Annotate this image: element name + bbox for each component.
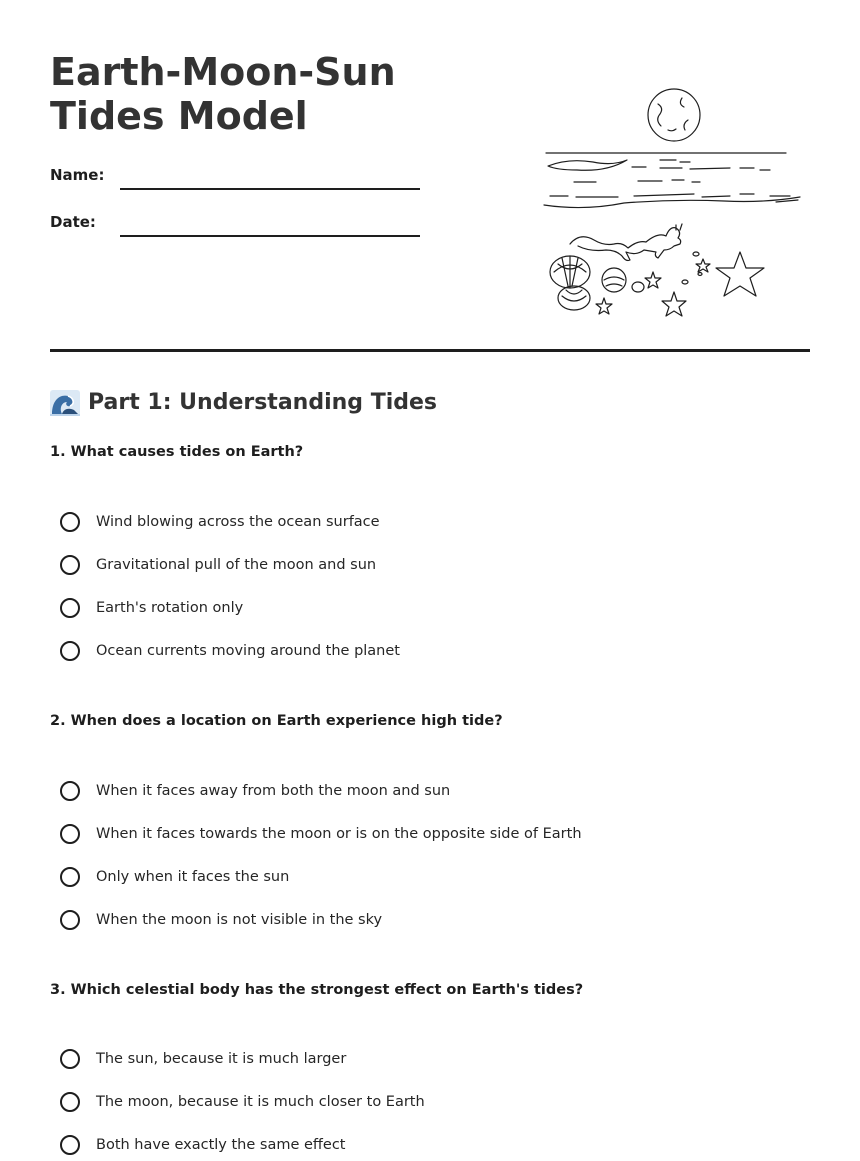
q1-option-1[interactable]: [60, 509, 380, 535]
option-label: Only when it faces the sun: [96, 869, 290, 885]
q3-option-1[interactable]: [60, 1046, 346, 1072]
name-field[interactable]: [50, 160, 430, 190]
radio-button[interactable]: [60, 867, 80, 887]
radio-button[interactable]: [60, 781, 80, 801]
q2-option-4[interactable]: [60, 907, 382, 933]
radio-button[interactable]: [60, 555, 80, 575]
question-3: 3. Which celestial body has the strongest effect on Earth's tides?: [50, 982, 584, 998]
option-label: When it faces away from both the moon and sun: [96, 783, 451, 799]
q3-option-3[interactable]: [60, 1132, 346, 1158]
q2-option-1[interactable]: [60, 778, 450, 804]
q1-option-4[interactable]: [60, 638, 400, 664]
question-2: 2. When does a location on Earth experience high tide?: [50, 713, 503, 729]
option-label: Earth's rotation only: [96, 600, 244, 616]
section-heading-text: Part 1: Understanding Tides: [88, 390, 438, 415]
beach-scene-icon: [540, 84, 804, 322]
radio-button[interactable]: [60, 1049, 80, 1069]
option-label: Both have exactly the same effect: [96, 1137, 346, 1153]
q2-option-3[interactable]: [60, 864, 289, 890]
option-label: Wind blowing across the ocean surface: [96, 514, 380, 530]
q1-option-3[interactable]: [60, 595, 243, 621]
option-label: The moon, because it is much closer to Earth: [96, 1094, 425, 1110]
option-label: Gravitational pull of the moon and sun: [96, 557, 377, 573]
radio-button[interactable]: [60, 641, 80, 661]
radio-button[interactable]: [60, 824, 80, 844]
date-line[interactable]: [120, 235, 420, 237]
name-line[interactable]: [120, 188, 420, 190]
radio-button[interactable]: [60, 1092, 80, 1112]
date-label: Date:: [50, 213, 96, 231]
section-heading-part-1: [50, 388, 437, 418]
date-field[interactable]: [50, 207, 430, 237]
header-divider: [50, 349, 810, 352]
radio-button[interactable]: [60, 1135, 80, 1155]
radio-button[interactable]: [60, 598, 80, 618]
worksheet-title: Earth-Moon-Sun Tides Model: [50, 50, 396, 138]
q3-option-2[interactable]: [60, 1089, 425, 1115]
wave-icon: [50, 390, 80, 416]
q1-option-2[interactable]: [60, 552, 376, 578]
option-label: When the moon is not visible in the sky: [96, 912, 383, 928]
q2-option-2[interactable]: [60, 821, 582, 847]
option-label: Ocean currents moving around the planet: [96, 643, 400, 659]
question-1: 1. What causes tides on Earth?: [50, 444, 304, 460]
radio-button[interactable]: [60, 910, 80, 930]
name-label: Name:: [50, 166, 105, 184]
option-label: When it faces towards the moon or is on the opposite side of Earth: [96, 826, 582, 842]
option-label: The sun, because it is much larger: [96, 1051, 347, 1067]
radio-button[interactable]: [60, 512, 80, 532]
